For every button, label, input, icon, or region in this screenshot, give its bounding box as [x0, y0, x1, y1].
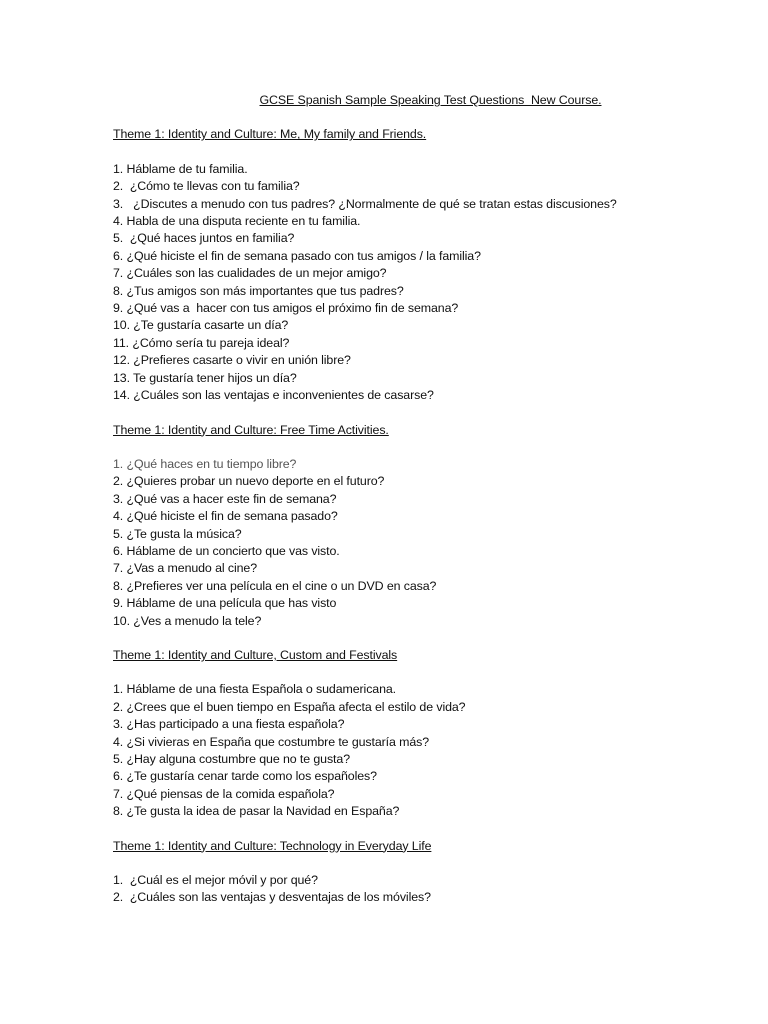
question-list-technology	[113, 872, 723, 907]
question-item: 9. ¿Qué vas a hacer con tus amigos el próximo fin de semana?	[113, 301, 459, 316]
question-item: 3. ¿Has participado a una fiesta española?	[113, 717, 345, 732]
question-item: 1. Háblame de una fiesta Española o sudamericana.	[113, 682, 397, 697]
question-item: 7. ¿Vas a menudo al cine?	[113, 561, 257, 576]
question-item: 1. Háblame de tu familia.	[113, 161, 248, 176]
question-item: 5. ¿Te gusta la música?	[113, 526, 242, 541]
question-item: 1. ¿Qué haces en tu tiempo libre?	[113, 456, 297, 471]
question-item: 10. ¿Te gustaría casarte un día?	[113, 318, 289, 333]
question-item: 9. Háblame de una película que has visto	[113, 596, 337, 611]
section-heading-free-time: Theme 1: Identity and Culture: Free Time Activities.	[113, 422, 389, 437]
question-item: 2. ¿Cuáles son las ventajas y desventajas de los móviles?	[113, 890, 431, 905]
question-item: 3. ¿Discutes a menudo con tus padres? ¿Normalmente de qué se tratan estas discusiones?	[113, 196, 617, 211]
question-item: 12. ¿Prefieres casarte o vivir en unión libre?	[113, 353, 351, 368]
question-item: 6. Háblame de un concierto que vas visto.	[113, 543, 340, 558]
question-item: 5. ¿Hay alguna costumbre que no te gusta?	[113, 752, 350, 766]
question-item: 7. ¿Qué piensas de la comida española?	[113, 786, 335, 801]
question-item: 6. ¿Te gustaría cenar tarde como los españoles?	[113, 769, 377, 784]
question-item: 1. ¿Cuál es el mejor móvil y por qué?	[113, 873, 318, 888]
question-item: 8. ¿Te gusta la idea de pasar la Navidad en España?	[113, 804, 400, 819]
question-list-festivals	[113, 681, 723, 820]
question-item: 4. ¿Qué hiciste el fin de semana pasado?	[113, 509, 338, 524]
document-page	[113, 92, 723, 924]
question-item: 2. ¿Quieres probar un nuevo deporte en el futuro?	[113, 474, 385, 489]
section-heading-festivals: Theme 1: Identity and Culture, Custom and Festivals	[113, 647, 398, 662]
question-item: 5. ¿Qué haces juntos en familia?	[113, 231, 295, 246]
question-item: 4. Habla de una disputa reciente en tu familia.	[113, 214, 361, 229]
question-item: 13. Te gustaría tener hijos un día?	[113, 370, 297, 385]
question-item: 14. ¿Cuáles son las ventajas e inconvenientes de casarse?	[113, 388, 434, 403]
question-item: 10. ¿Ves a menudo la tele?	[113, 613, 262, 628]
question-item: 6. ¿Qué hiciste el fin de semana pasado con tus amigos / la familia?	[113, 248, 481, 263]
question-item: 4. ¿Si vivieras en España que costumbre te gustaría más?	[113, 734, 430, 749]
question-item: 2. ¿Cómo te llevas con tu familia?	[113, 179, 300, 194]
question-item: 2. ¿Crees que el buen tiempo en España afecta el estilo de vida?	[113, 699, 466, 714]
section-heading-family: Theme 1: Identity and Culture: Me, My family and Friends.	[113, 127, 427, 142]
question-list-free-time	[113, 456, 723, 630]
question-item: 8. ¿Tus amigos son más importantes que tus padres?	[113, 283, 404, 298]
section-heading-technology: Theme 1: Identity and Culture: Technology in Everyday Life	[113, 838, 432, 853]
question-item: 11. ¿Cómo sería tu pareja ideal?	[113, 335, 290, 350]
question-item: 8. ¿Prefieres ver una película en el cine o un DVD en casa?	[113, 578, 437, 593]
question-item: 7. ¿Cuáles son las cualidades de un mejor amigo?	[113, 266, 387, 281]
question-item: 3. ¿Qué vas a hacer este fin de semana?	[113, 491, 337, 506]
question-list-family	[113, 161, 723, 405]
document-title: GCSE Spanish Sample Speaking Test Questions New Course.	[259, 93, 602, 107]
